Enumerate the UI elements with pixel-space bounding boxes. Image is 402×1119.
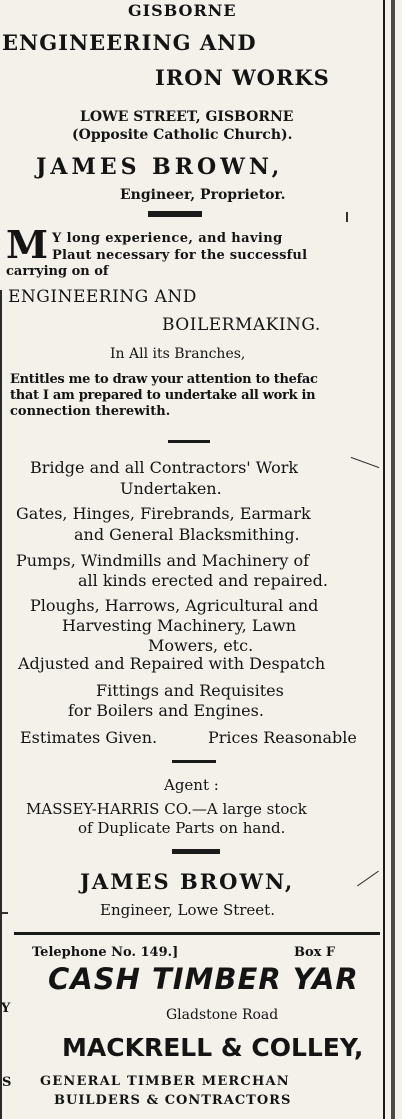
scan-mark — [346, 212, 348, 222]
intro-line1: Y long experience, and having — [52, 231, 283, 246]
ad-title-line2: IRON WORKS — [155, 65, 330, 90]
ad-opposite: (Opposite Catholic Church). — [72, 127, 293, 143]
agent-label: Agent : — [164, 776, 219, 794]
telephone-line: Telephone No. 149.] — [32, 945, 179, 960]
short-divider — [168, 440, 210, 443]
service-line: all kinds erected and repaired. — [78, 571, 328, 590]
column-rule — [383, 0, 385, 1119]
proprietor-role: Engineer, Proprietor. — [120, 187, 286, 203]
scan-mark — [2, 912, 8, 914]
ad-town: GISBORNE — [128, 1, 237, 20]
road-line: Gladstone Road — [166, 1007, 279, 1023]
service-line: Harvesting Machinery, Lawn — [62, 616, 297, 635]
ad-separator — [14, 932, 380, 935]
entitles-line1: Entitles me to draw your attention to thefac — [10, 372, 318, 387]
service-line: Ploughs, Harrows, Agricultural and — [30, 596, 319, 615]
trade-line1: ENGINEERING AND — [8, 287, 197, 307]
trade-line2: BOILERMAKING. — [162, 315, 321, 335]
dropcap-letter: M — [6, 222, 49, 267]
intro-line3: carrying on of — [6, 264, 109, 279]
left-column-rule — [0, 290, 2, 1119]
branches-line: In All its Branches, — [110, 346, 246, 362]
margin-letter: S — [2, 1075, 12, 1090]
timber-headline: CASH TIMBER YAR — [48, 962, 359, 996]
service-line: Adjusted and Repaired with Despatch — [18, 654, 326, 673]
service-line: Undertaken. — [120, 479, 222, 498]
agent-line1: MASSEY-HARRIS CO.—A large stock — [26, 800, 307, 818]
timber-line2: BUILDERS & CONTRACTORS — [54, 1093, 292, 1108]
service-line: Fittings and Requisites — [96, 681, 284, 700]
service-line: Estimates Given. — [20, 728, 158, 747]
proprietor-name: JAMES BROWN, — [36, 154, 284, 180]
entitles-line3: connection therewith. — [10, 404, 171, 419]
margin-letter: Y — [1, 1001, 11, 1016]
scan-mark — [357, 871, 379, 887]
ornament-divider — [148, 211, 202, 217]
scan-mark — [351, 457, 380, 468]
entitles-line2: that I am prepared to undertake all work in — [10, 388, 316, 403]
service-line: and General Blacksmithing. — [74, 525, 300, 544]
service-line: Bridge and all Contractors' Work — [30, 458, 299, 477]
ad-title-line1: ENGINEERING AND — [2, 30, 257, 55]
ad-address: LOWE STREET, GISBORNE — [80, 109, 294, 125]
service-line: Pumps, Windmills and Machinery of — [16, 551, 310, 570]
footer-role: Engineer, Lowe Street. — [100, 901, 275, 919]
footer-name: JAMES BROWN, — [80, 869, 295, 894]
box-number: Box F — [294, 945, 336, 960]
service-line: Prices Reasonable — [208, 728, 357, 747]
service-line: for Boilers and Engines. — [68, 701, 264, 720]
intro-line2: Plaut necessary for the successful — [52, 248, 308, 263]
service-line: Mowers, etc. — [148, 636, 254, 655]
service-line: Gates, Hinges, Firebrands, Earmark — [16, 504, 311, 523]
page-edge-shadow — [391, 0, 395, 1119]
ornament-divider — [172, 849, 220, 854]
firm-name: MACKRELL & COLLEY, — [62, 1033, 364, 1062]
agent-line2: of Duplicate Parts on hand. — [78, 819, 286, 837]
short-divider — [172, 760, 216, 763]
timber-line1: GENERAL TIMBER MERCHAN — [40, 1074, 290, 1089]
